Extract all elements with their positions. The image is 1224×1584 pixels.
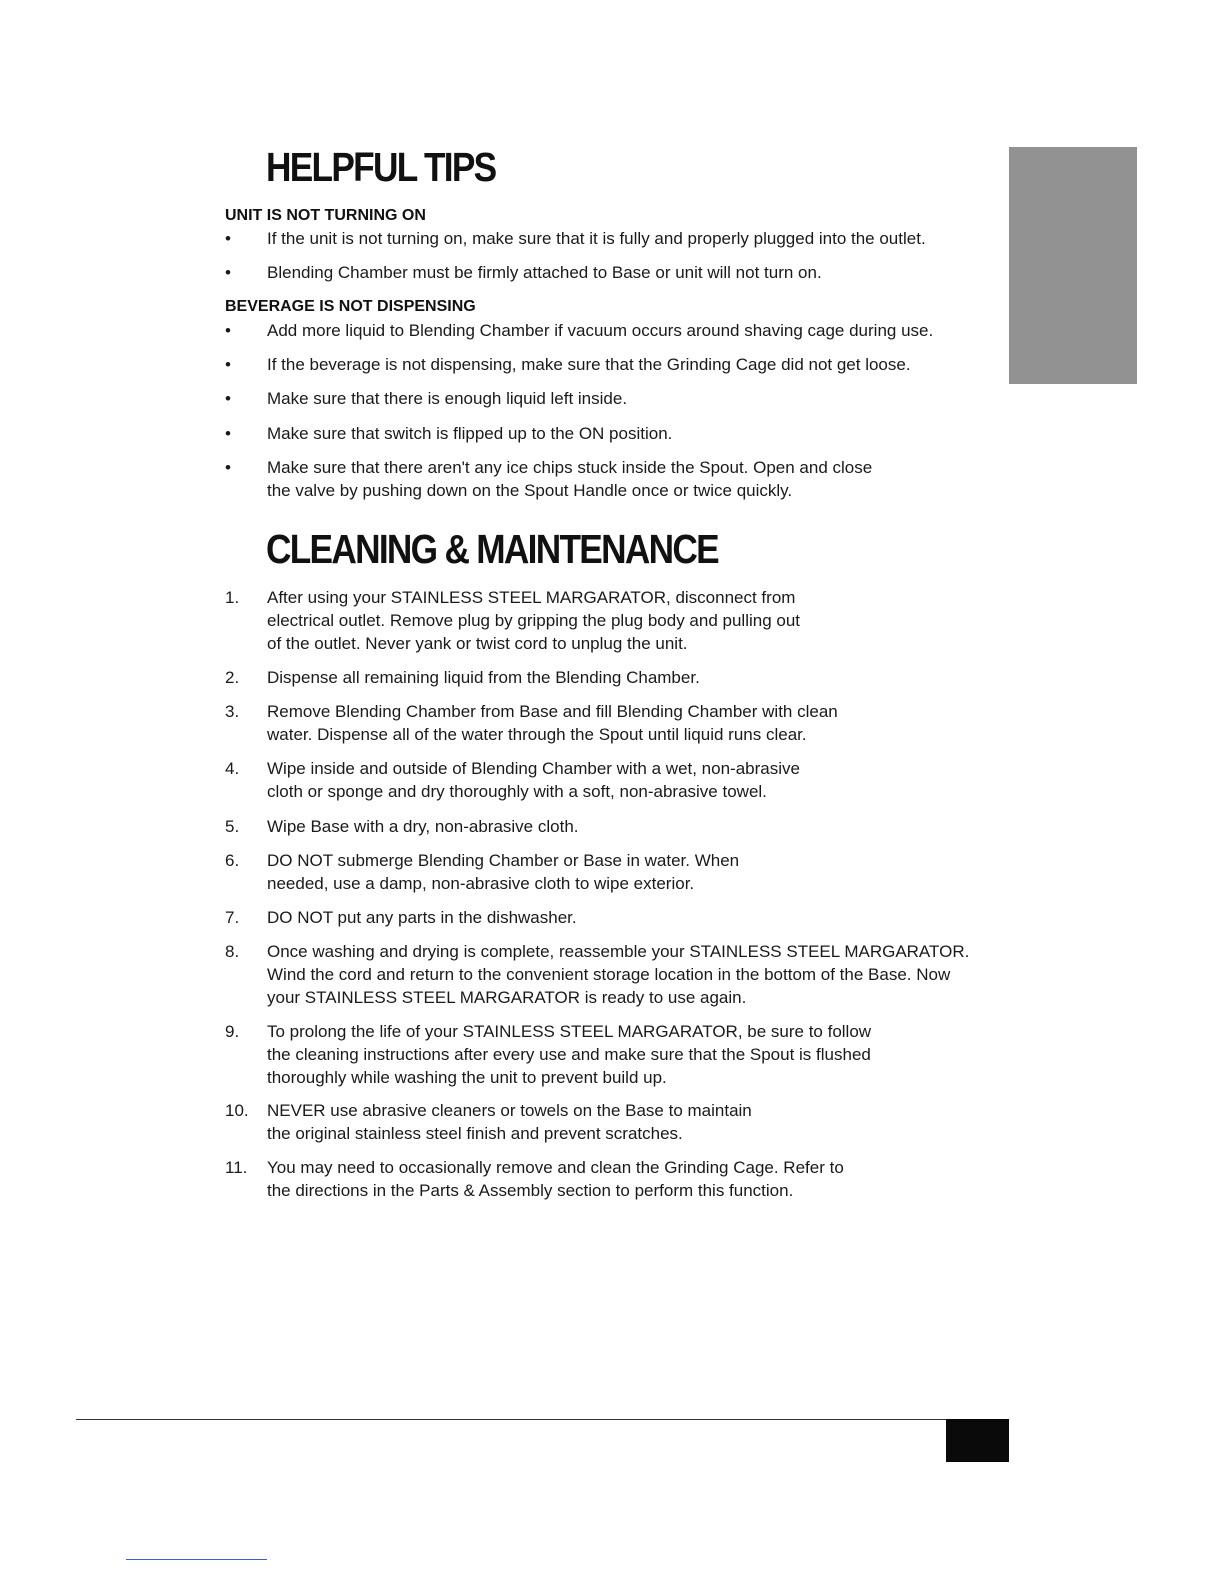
step-number: 9. — [225, 1022, 240, 1041]
section-side-tab — [1009, 147, 1137, 384]
numbered-step — [225, 757, 835, 803]
bullet-marker: • — [225, 458, 231, 477]
step-text: Remove Blending Chamber from Base and fill Blending Chamber with clean water. Dispense all of the water through the Spout until liquid runs clear. — [267, 702, 838, 744]
numbered-step — [225, 906, 985, 929]
step-number: 2. — [225, 668, 240, 687]
step-text: Wipe inside and outside of Blending Chamber with a wet, non-abrasive cloth or sponge and dry thoroughly with a soft, non-abrasive towel. — [267, 759, 800, 801]
list-item-text: Add more liquid to Blending Chamber if vacuum occurs around shaving cage during use. — [267, 321, 934, 340]
step-text: Dispense all remaining liquid from the Blending Chamber. — [267, 668, 700, 687]
step-text: You may need to occasionally remove and clean the Grinding Cage. Refer to the directions in the Parts & Assembly section to perform this function. — [267, 1158, 844, 1200]
step-text: DO NOT submerge Blending Chamber or Base in water. When needed, use a damp, non-abrasive cloth to wipe exterior. — [267, 851, 740, 893]
numbered-step — [225, 700, 870, 746]
bullet-marker: • — [225, 389, 231, 408]
section-heading-not-turning-on: UNIT IS NOT TURNING ON — [225, 207, 426, 224]
footer-rule — [76, 1419, 946, 1420]
numbered-step — [225, 849, 765, 895]
step-text: DO NOT put any parts in the dishwasher. — [267, 908, 577, 927]
bullet-marker: • — [225, 355, 231, 374]
bullet-marker: • — [225, 263, 231, 282]
list-item-text: If the unit is not turning on, make sure that it is fully and properly plugged into the outlet. — [267, 229, 926, 248]
step-number: 1. — [225, 588, 240, 607]
list-item — [225, 387, 985, 410]
list-item — [225, 353, 985, 376]
numbered-step — [225, 815, 985, 838]
step-text: NEVER use abrasive cleaners or towels on the Base to maintain the original stainless steel finish and prevent scratches. — [267, 1101, 752, 1143]
step-text: Once washing and drying is complete, reassemble your STAINLESS STEEL MARGARATOR. Wind the cord and return to the convenient storage location in the bottom of the Base. Now your STAINLESS STEEL MARGARATOR is ready to use again. — [267, 942, 970, 1007]
page-number-box — [946, 1419, 1009, 1462]
step-number: 10. — [225, 1101, 249, 1120]
numbered-step — [225, 1156, 870, 1202]
footer-link-underline — [126, 1559, 267, 1560]
list-item-text: Make sure that switch is flipped up to the ON position. — [267, 424, 673, 443]
list-item — [225, 227, 985, 250]
step-number: 8. — [225, 942, 240, 961]
step-text: Wipe Base with a dry, non-abrasive cloth. — [267, 817, 579, 836]
list-item-text: Make sure that there aren't any ice chips stuck inside the Spout. Open and close the valve by pushing down on the Spout Handle once or twice quickly. — [267, 458, 873, 500]
bullet-marker: • — [225, 321, 231, 340]
section-heading-not-dispensing: BEVERAGE IS NOT DISPENSING — [225, 298, 476, 315]
list-item — [225, 456, 895, 502]
list-item-text: Make sure that there is enough liquid left inside. — [267, 389, 628, 408]
list-item — [225, 319, 985, 342]
numbered-step — [225, 666, 985, 689]
numbered-step — [225, 1099, 770, 1145]
list-item — [225, 422, 985, 445]
numbered-step — [225, 586, 815, 655]
numbered-step — [225, 1020, 875, 1089]
step-text: To prolong the life of your STAINLESS STEEL MARGARATOR, be sure to follow the cleaning instructions after every use and make sure that the Spout is flushed thoroughly while washing the unit to prevent build up. — [267, 1022, 872, 1087]
step-number: 3. — [225, 702, 240, 721]
step-number: 6. — [225, 851, 240, 870]
helpful-tips-title: HELPFUL TIPS — [266, 144, 496, 190]
bullet-marker: • — [225, 424, 231, 443]
step-number: 5. — [225, 817, 240, 836]
list-item-text: Blending Chamber must be firmly attached to Base or unit will not turn on. — [267, 263, 822, 282]
step-number: 4. — [225, 759, 240, 778]
bullet-marker: • — [225, 229, 231, 248]
list-item-text: If the beverage is not dispensing, make sure that the Grinding Cage did not get loose. — [267, 355, 911, 374]
numbered-step — [225, 940, 970, 1009]
step-number: 7. — [225, 908, 240, 927]
cleaning-maintenance-title: CLEANING & MAINTENANCE — [266, 526, 718, 572]
step-number: 11. — [225, 1158, 248, 1177]
step-text: After using your STAINLESS STEEL MARGARATOR, disconnect from electrical outlet. Remove plug by gripping the plug body and pulling out of the outlet. Never yank or twist cord to unplug the unit. — [267, 588, 801, 653]
list-item — [225, 261, 985, 284]
